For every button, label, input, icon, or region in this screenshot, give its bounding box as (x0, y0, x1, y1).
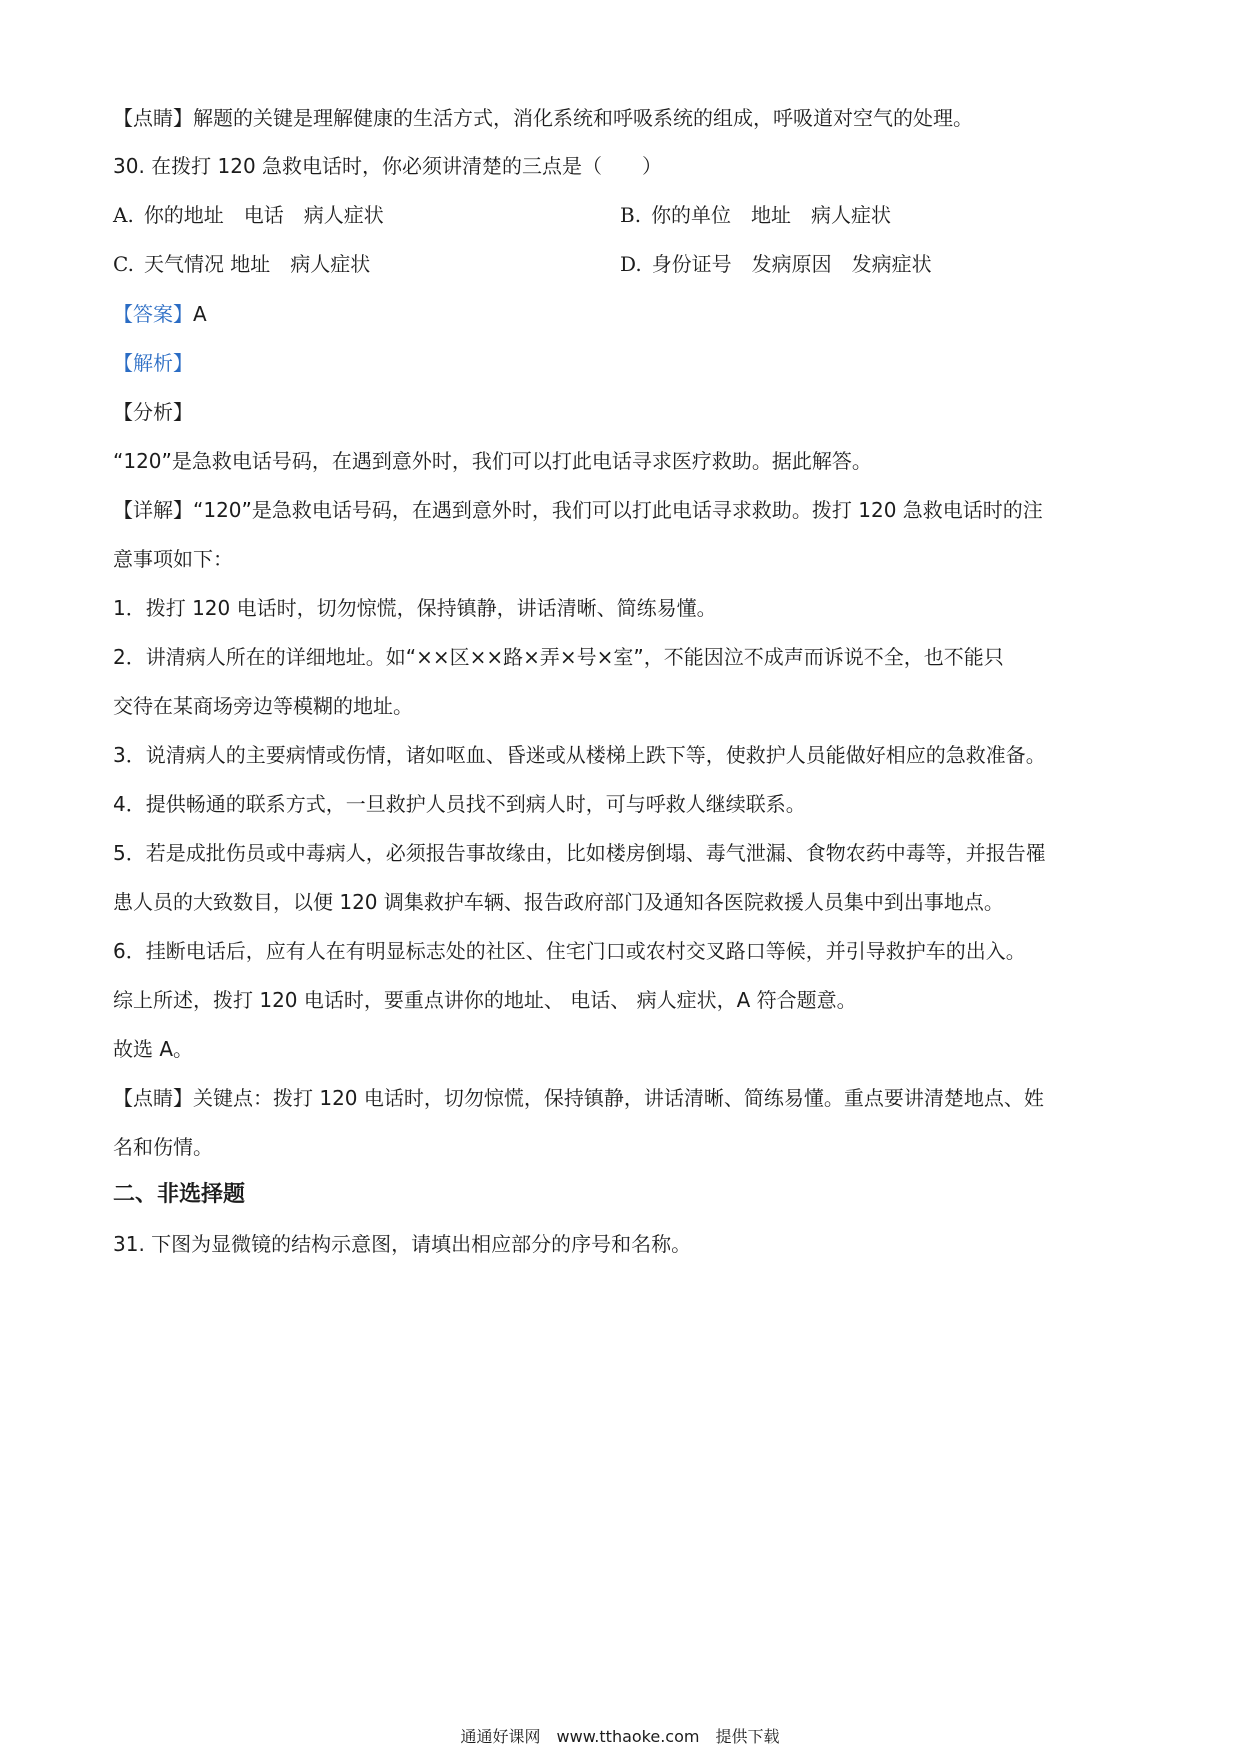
option-c-letter: C. (113, 252, 134, 276)
dianjing-text-2: 关键点：拨打 120 电话时，切勿惊慌，保持镇静，讲话清晰、简练易懂。重点要讲清楚地点、姓 (193, 1086, 1044, 1110)
top-dianjing (113, 104, 973, 132)
dianjing-tag: 【点睛】 (113, 106, 193, 130)
fenxi-text: “120”是急救电话号码，在遇到意外时，我们可以打此电话寻求医疗救助。据此解答。 (113, 449, 872, 473)
option-a-text: 你的地址 电话 病人症状 (143, 203, 384, 227)
option-d-letter: D. (620, 252, 642, 276)
point-2: 2．讲清病人所在的详细地址。如“××区××路×弄×号×室”，不能因泣不成声而诉说不全，也不能只 (113, 645, 1004, 669)
section-title: 二、非选择题 (113, 1182, 246, 1207)
point-2-cont: 交待在某商场旁边等模糊的地址。 (113, 694, 413, 718)
fenxi-tag: 【分析】 (113, 400, 193, 424)
choose: 故选 A。 (113, 1037, 194, 1061)
point-6: 6．挂断电话后，应有人在有明显标志处的社区、住宅门口或农村交叉路口等候，并引导救护车的出入。 (113, 939, 1026, 963)
dianjing-tag-2: 【点睛】 (113, 1086, 193, 1110)
dianjing-text: 解题的关键是理解健康的生活方式，消化系统和呼吸系统的组成，呼吸道对空气的处理。 (193, 106, 973, 130)
question-30-stem: 30. 在拨打 120 急救电话时，你必须讲清楚的三点是（ ） (113, 154, 663, 178)
xiangjie-line-2: 意事项如下： (113, 547, 233, 571)
xiangjie-text-1: “120”是急救电话号码，在遇到意外时，我们可以打此电话寻求救助。拨打 120 急救电话时的注 (193, 498, 1043, 522)
option-c-text: 天气情况 地址 病人症状 (143, 252, 371, 276)
summary: 综上所述，拨打 120 电话时，要重点讲你的地址、 电话、 病人症状，A 符合题意。 (113, 988, 857, 1012)
point-5: 5．若是成批伤员或中毒病人，必须报告事故缘由，比如楼房倒塌、毒气泄漏、食物农药中毒等，并报告罹 (113, 841, 1046, 865)
dianjing-line-1 (113, 1084, 1044, 1112)
option-a (113, 201, 384, 229)
answer-value: A (193, 302, 207, 326)
option-b-letter: B. (620, 203, 642, 227)
question-31-stem: 31. 下图为显微镜的结构示意图，请填出相应部分的序号和名称。 (113, 1232, 692, 1256)
point-5-cont: 患人员的大致数目，以便 120 调集救护车辆、报告政府部门及通知各医院救援人员集中到出事地点。 (113, 890, 1004, 914)
answer-line (113, 300, 207, 328)
dianjing-line-2: 名和伤情。 (113, 1135, 213, 1159)
option-a-letter: A. (113, 203, 134, 227)
answer-tag: 【答案】 (113, 302, 193, 326)
option-b (620, 201, 891, 229)
option-c (113, 250, 370, 278)
option-d (620, 250, 932, 278)
xiangjie-line-1 (113, 496, 1043, 524)
option-b-text: 你的单位 地址 病人症状 (651, 203, 892, 227)
footer: 通通好课网 www.tthaoke.com 提供下载 (460, 1727, 780, 1746)
point-1: 1．拨打 120 电话时，切勿惊慌，保持镇静，讲话清晰、简练易懂。 (113, 596, 717, 620)
point-3: 3．说清病人的主要病情或伤情，诸如呕血、昏迷或从楼梯上跌下等，使救护人员能做好相应的急救准备。 (113, 743, 1046, 767)
point-4: 4．提供畅通的联系方式，一旦救护人员找不到病人时，可与呼救人继续联系。 (113, 792, 806, 816)
option-d-text: 身份证号 发病原因 发病症状 (651, 252, 932, 276)
xiangjie-tag: 【详解】 (113, 498, 193, 522)
jiexi-tag: 【解析】 (113, 351, 193, 375)
